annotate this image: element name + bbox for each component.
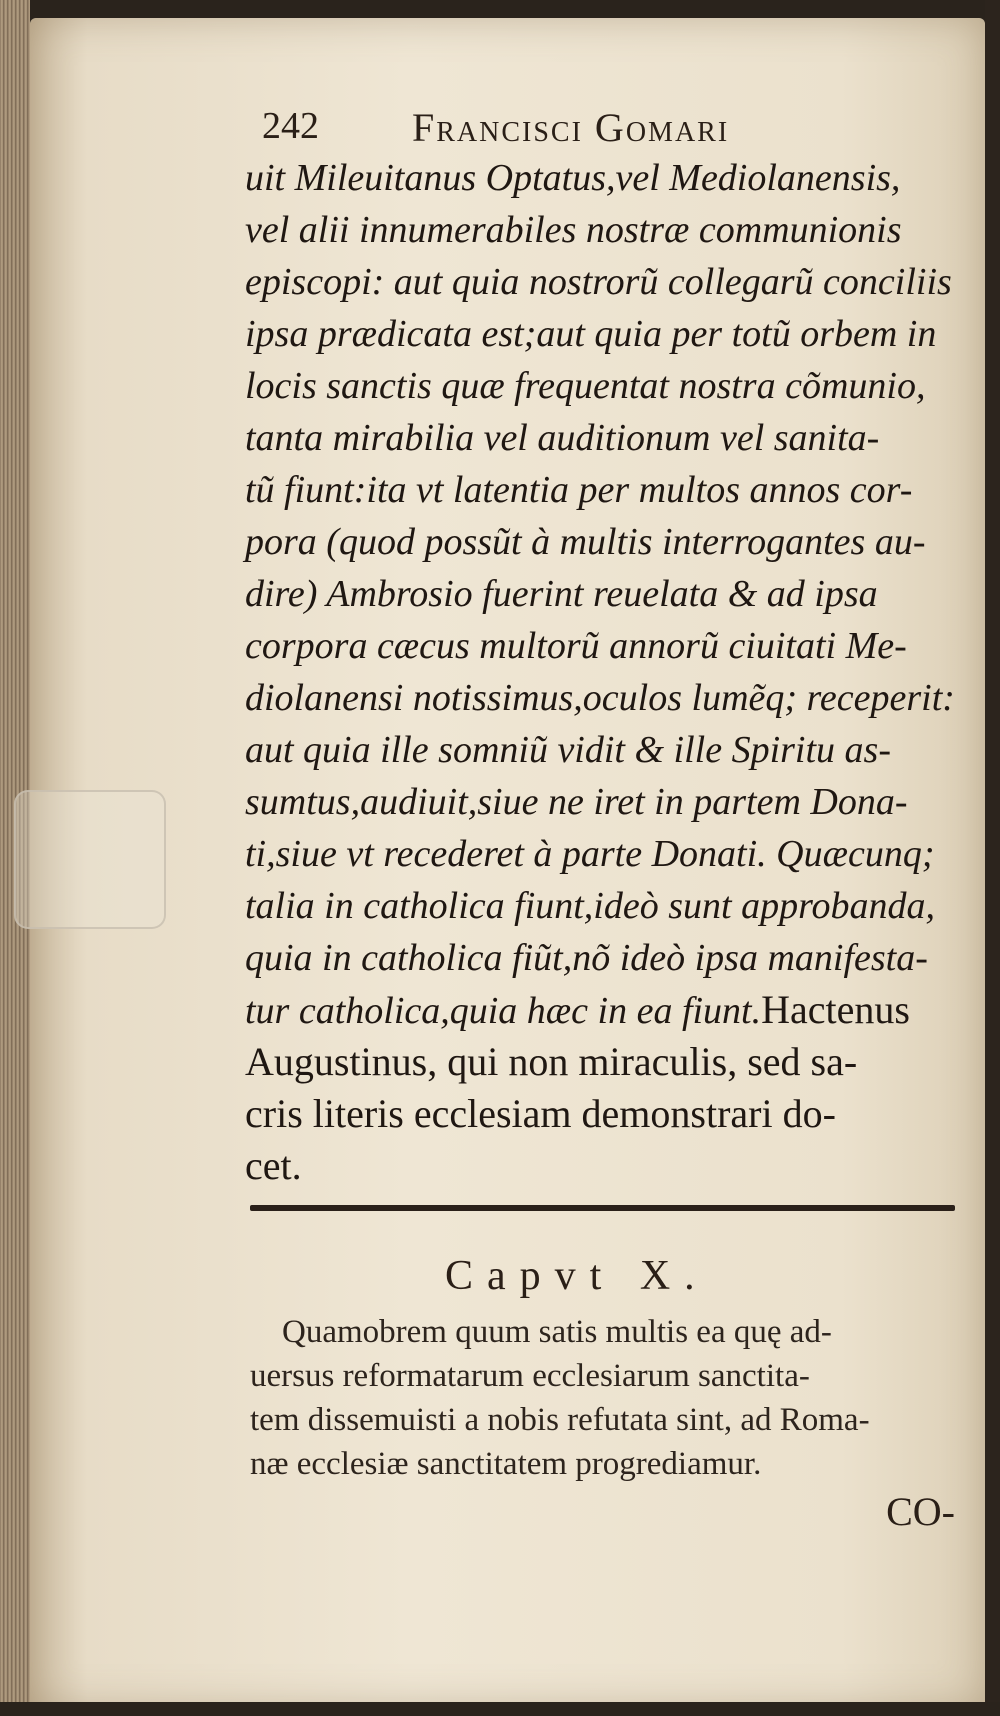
text-line: tem dissemuisti a nobis refutata sint, ad Roma-: [250, 1402, 870, 1438]
chapter-body: [250, 1310, 957, 1486]
text-line: sumtus,audiuit,siue ne iret in partem Dona-: [245, 781, 908, 823]
catchword: CO-: [886, 1489, 955, 1534]
text-line: episcopi: aut quia nostrorũ collegarũ conciliis: [245, 261, 952, 303]
page-tab-marker: [14, 790, 166, 929]
italic-quotation-block: [245, 152, 957, 1192]
chapter-heading: Capvt X.: [445, 1253, 709, 1299]
text-line: diolanensi notissimus,oculos lumẽq; receperit:: [245, 677, 955, 719]
italic-fragment: tur catholica,quia hæc in ea fiunt.: [245, 990, 762, 1032]
scan-right-border: [985, 0, 1000, 1716]
text-line: pora (quod possũt à multis interrogantes au-: [245, 521, 926, 563]
text-line: tanta mirabilia vel auditionum vel sanita-: [245, 417, 880, 459]
text-line: quia in catholica fiũt,nõ ideò ipsa manifesta-: [245, 937, 928, 979]
text-line-mixed: [245, 984, 957, 1036]
text-line: locis sanctis quæ frequentat nostra cõmunio,: [245, 365, 926, 407]
page-number: 242: [262, 105, 319, 147]
text-line: aut quia ille somniũ vidit & ille Spiritu as-: [245, 729, 891, 771]
text-line: uersus reformatarum ecclesiarum sanctita-: [250, 1358, 810, 1394]
text-line: ti,siue vt recederet à parte Donati. Quæcunq;: [245, 833, 935, 875]
text-line: talia in catholica fiunt,ideò sunt approbanda,: [245, 885, 935, 927]
text-line: Augustinus, qui non miraculis, sed sa-: [245, 1039, 858, 1084]
text-line: Quamobrem quum satis multis ea quę ad-: [282, 1314, 832, 1350]
text-line: uit Mileuitanus Optatus,vel Mediolanensis,: [245, 157, 901, 199]
text-line: tũ fiunt:ita vt latentia per multos annos cor-: [245, 469, 913, 511]
text-line: dire) Ambrosio fuerint reuelata & ad ipsa: [245, 573, 878, 615]
text-line: cris literis ecclesiam demonstrari do-: [245, 1091, 836, 1136]
text-line: næ ecclesiæ sanctitatem progrediamur.: [250, 1446, 762, 1482]
text-line: cet.: [245, 1143, 302, 1188]
running-title: Francisci Gomari: [412, 105, 730, 150]
text-line: vel alii innumerabiles nostræ communionis: [245, 209, 902, 251]
page-header: [262, 104, 872, 148]
scan-bottom-border: [0, 1702, 1000, 1716]
text-line: ipsa prædicata est;aut quia per totũ orbem in: [245, 313, 937, 355]
horizontal-rule: [250, 1205, 955, 1211]
roman-fragment: Hactenus: [761, 987, 910, 1032]
text-line: corpora cæcus multorũ annorũ ciuitati Me-: [245, 625, 907, 667]
